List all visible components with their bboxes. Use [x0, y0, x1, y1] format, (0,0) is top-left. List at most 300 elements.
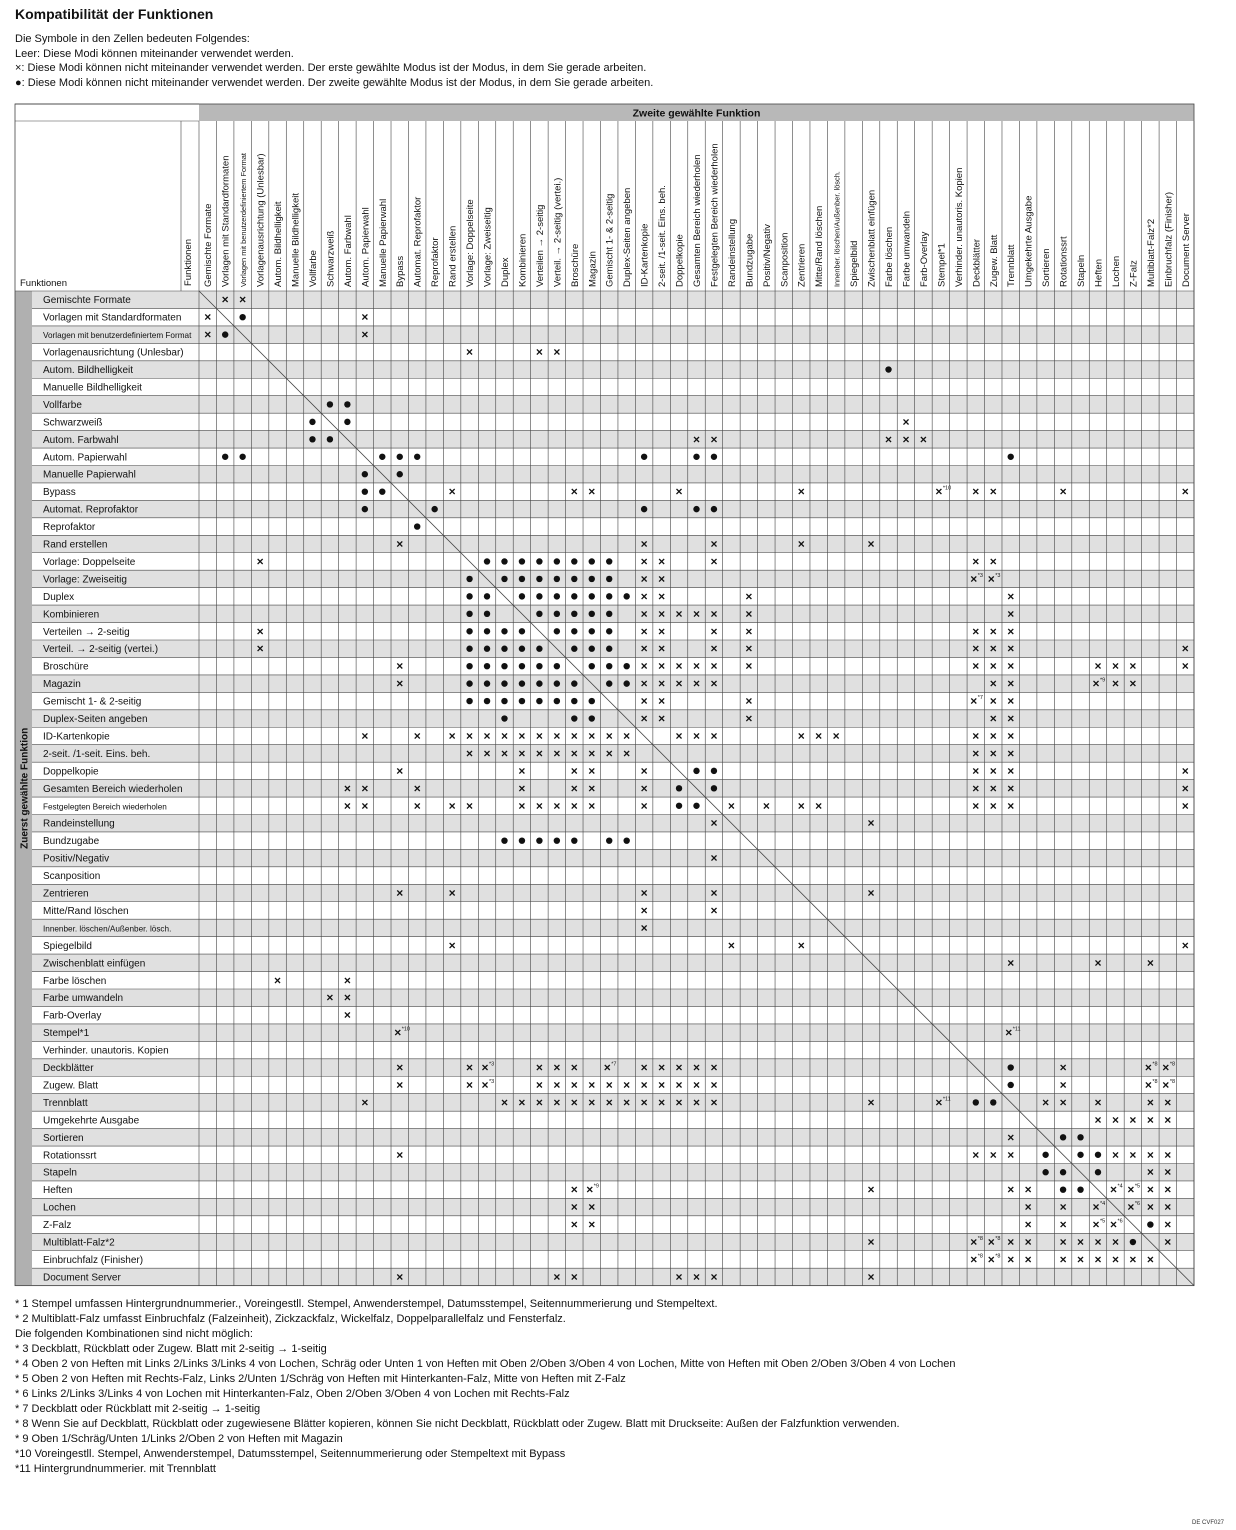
- cross-mark: ×: [745, 624, 753, 639]
- dot-mark: [693, 803, 699, 809]
- cross-mark: ×: [640, 571, 648, 586]
- footnote: * 6 Links 2/Links 3/Links 4 von Lochen mit Hinterkanten-Falz, Oben 2/Oben 3/Oben 4 von Lochen mit Rechts-Falz: [15, 1388, 570, 1400]
- cross-mark: ×: [448, 938, 456, 953]
- cross-mark: ×: [640, 1077, 648, 1092]
- cross-mark: ×: [553, 1077, 561, 1092]
- dot-mark: [676, 803, 682, 809]
- column-header: Manuelle Bildhelligkeit: [290, 193, 302, 287]
- dot-mark: [466, 698, 472, 704]
- cross-mark: ×: [692, 606, 701, 621]
- dot-mark: [571, 715, 577, 721]
- footnote-ref: *8: [1169, 1078, 1176, 1085]
- cross-mark: ×: [1024, 1200, 1032, 1215]
- cross-mark: ×: [658, 606, 666, 621]
- cross-mark: ×: [396, 537, 404, 552]
- cross-mark: ×: [902, 432, 910, 447]
- cross-mark: ×: [1042, 1095, 1050, 1110]
- dot-mark: [309, 419, 315, 425]
- dot-mark: [536, 698, 542, 704]
- dot-mark: [536, 837, 542, 843]
- dot-mark: [641, 506, 647, 512]
- cross-mark: ×: [586, 1182, 594, 1197]
- cross-mark: ×: [1164, 1200, 1172, 1215]
- cross-mark: ×: [535, 728, 543, 743]
- dot-mark: [519, 558, 525, 564]
- cross-mark: ×: [989, 641, 997, 656]
- column-header: Umgekehrte Ausgabe: [1023, 195, 1035, 287]
- cross-mark: ×: [361, 310, 369, 325]
- cross-mark: ×: [745, 606, 753, 621]
- dot-mark: [885, 366, 891, 372]
- dot-mark: [554, 837, 560, 843]
- dot-mark: [571, 611, 577, 617]
- cross-mark: ×: [396, 1060, 404, 1075]
- footnote: * 2 Multiblatt-Falz umfasst Einbruchfalz (Falzeinheit), Zickzackfalz, Wickelfalz, Doppelparallelfalz und Fensterfalz.: [15, 1313, 566, 1325]
- cross-mark: ×: [885, 432, 893, 447]
- cross-mark: ×: [710, 432, 718, 447]
- cross-mark: ×: [1129, 1112, 1137, 1127]
- dot-mark: [327, 401, 333, 407]
- dot-mark: [501, 663, 507, 669]
- dot-mark: [466, 576, 472, 582]
- cross-mark: ×: [1007, 1182, 1015, 1197]
- cross-mark: ×: [1007, 728, 1015, 743]
- cross-mark: ×: [658, 624, 666, 639]
- column-header: Vorlage: Zweiseitig: [482, 207, 494, 287]
- cross-mark: ×: [448, 798, 456, 813]
- footnote-ref: *5: [1099, 1218, 1106, 1225]
- row-label: Farb-Overlay: [43, 1010, 102, 1022]
- cross-mark: ×: [1077, 1252, 1085, 1267]
- footnote: * 9 Oben 1/Schräg/Unten 1/Links 2/Oben 2 von Heften mit Magazin: [15, 1433, 343, 1445]
- dot-mark: [362, 488, 368, 494]
- column-header: Heften: [1093, 259, 1105, 287]
- column-header: Doppelkopie: [674, 234, 686, 287]
- cross-mark: ×: [640, 903, 648, 918]
- cross-mark: ×: [989, 484, 997, 499]
- corner-column-label: Funktionen: [183, 238, 194, 286]
- cross-mark: ×: [1007, 641, 1015, 656]
- cross-mark: ×: [603, 1060, 611, 1075]
- cross-mark: ×: [570, 484, 578, 499]
- cross-mark: ×: [987, 1235, 995, 1250]
- cross-mark: ×: [675, 1077, 683, 1092]
- row-label: Lochen: [43, 1202, 76, 1214]
- cross-mark: ×: [466, 798, 474, 813]
- cross-mark: ×: [710, 1060, 718, 1075]
- cross-mark: ×: [710, 728, 718, 743]
- column-header: Z-Falz: [1128, 260, 1140, 287]
- cross-mark: ×: [989, 781, 997, 796]
- dot-mark: [501, 837, 507, 843]
- cross-mark: ×: [1111, 1112, 1119, 1127]
- dot-mark: [571, 576, 577, 582]
- cross-mark: ×: [692, 432, 701, 447]
- cross-mark: ×: [483, 746, 491, 761]
- cross-mark: ×: [1059, 1217, 1067, 1232]
- row-label: Vollfarbe: [43, 399, 82, 411]
- row-label: Vorlage: Zweiseitig: [43, 574, 127, 586]
- cross-mark: ×: [623, 1095, 631, 1110]
- cross-mark: ×: [396, 676, 404, 691]
- cross-mark: ×: [394, 1025, 402, 1040]
- cross-mark: ×: [570, 1182, 578, 1197]
- dot-mark: [536, 663, 542, 669]
- dot-mark: [501, 576, 507, 582]
- footnote: * 1 Stempel umfassen Hintergrundnummerier., Voreingestll. Stempel, Anwenderstempel, Datumsstempel, Seitennummerierung und Stempeltext.: [15, 1298, 718, 1310]
- cross-mark: ×: [256, 641, 264, 656]
- cross-mark: ×: [710, 851, 718, 866]
- cross-mark: ×: [640, 1060, 648, 1075]
- cross-mark: ×: [1146, 1200, 1154, 1215]
- dot-mark: [501, 698, 507, 704]
- second-function-header: Zweite gewählte Funktion: [632, 107, 761, 120]
- cross-mark: ×: [1024, 1217, 1032, 1232]
- dot-mark: [571, 558, 577, 564]
- cross-mark: ×: [1129, 1252, 1137, 1267]
- cross-mark: ×: [867, 1235, 875, 1250]
- cross-mark: ×: [970, 1252, 978, 1267]
- dot-mark: [554, 611, 560, 617]
- cross-mark: ×: [553, 345, 561, 360]
- document-code: DE CVF027: [1191, 1520, 1224, 1526]
- dot-mark: [1095, 1152, 1101, 1158]
- cross-mark: ×: [570, 1200, 578, 1215]
- cross-mark: ×: [640, 554, 648, 569]
- dot-mark: [431, 506, 437, 512]
- dot-mark: [536, 593, 542, 599]
- dot-mark: [1008, 1082, 1014, 1088]
- cross-mark: ×: [535, 1060, 543, 1075]
- cross-mark: ×: [361, 327, 369, 342]
- cross-mark: ×: [1146, 1252, 1154, 1267]
- column-header: Gemischt 1- & 2-seitig: [604, 193, 616, 287]
- dot-mark: [466, 628, 472, 634]
- cross-mark: ×: [989, 676, 997, 691]
- dot-mark: [606, 576, 612, 582]
- cross-mark: ×: [692, 659, 701, 674]
- dot-mark: [571, 646, 577, 652]
- row-label: Stapeln: [43, 1167, 77, 1179]
- cross-mark: ×: [1181, 938, 1189, 953]
- row-label: Gemischte Formate: [43, 295, 131, 307]
- dot-mark: [1077, 1134, 1083, 1140]
- row-label: Schwarzweiß: [43, 417, 103, 429]
- dot-mark: [379, 454, 385, 460]
- cross-mark: ×: [1181, 763, 1189, 778]
- dot-mark: [693, 454, 699, 460]
- row-label: Automat. Reprofaktor: [43, 504, 139, 516]
- cross-mark: ×: [1094, 659, 1102, 674]
- cross-mark: ×: [1146, 1165, 1154, 1180]
- cross-mark: ×: [972, 554, 980, 569]
- dot-mark: [466, 663, 472, 669]
- cross-mark: ×: [919, 432, 927, 447]
- column-header: Verteilen → 2-seitig: [534, 204, 546, 287]
- cross-mark: ×: [640, 641, 648, 656]
- cross-mark: ×: [570, 1217, 578, 1232]
- cross-mark: ×: [588, 1077, 596, 1092]
- column-header: Spiegelbild: [849, 240, 861, 287]
- footnote-ref: *8: [995, 1253, 1001, 1260]
- cross-mark: ×: [1111, 659, 1119, 674]
- dot-mark: [1008, 1064, 1014, 1070]
- cross-mark: ×: [970, 571, 978, 586]
- footnotes: [15, 1297, 955, 1477]
- cross-mark: ×: [535, 798, 543, 813]
- dot-mark: [711, 506, 717, 512]
- dot-mark: [554, 698, 560, 704]
- cross-mark: ×: [1127, 1182, 1135, 1197]
- cross-mark: ×: [1007, 955, 1015, 970]
- cross-mark: ×: [343, 781, 351, 796]
- row-label: Farbe umwandeln: [43, 993, 124, 1005]
- cross-mark: ×: [658, 711, 666, 726]
- cross-mark: ×: [1007, 694, 1015, 709]
- cross-mark: ×: [1127, 1200, 1135, 1215]
- dot-mark: [554, 663, 560, 669]
- cross-mark: ×: [675, 606, 683, 621]
- dot-mark: [239, 454, 245, 460]
- cross-mark: ×: [1024, 1252, 1032, 1267]
- cross-mark: ×: [1164, 1147, 1172, 1162]
- cross-mark: ×: [987, 1252, 995, 1267]
- legend-cross: ×: Diese Modi können nicht miteinander verwendet werden. Der erste gewählte Modus ist der Modus, in dem Sie gerade arbeiten.: [15, 62, 647, 74]
- cross-mark: ×: [989, 728, 997, 743]
- footnote-ref: *11: [1012, 1026, 1021, 1033]
- row-label: Einbruchfalz (Finisher): [43, 1254, 144, 1266]
- column-header: Autom. Farbwahl: [342, 215, 354, 287]
- cross-mark: ×: [1007, 781, 1015, 796]
- cross-mark: ×: [204, 327, 212, 342]
- cross-mark: ×: [1146, 1147, 1154, 1162]
- footnote-ref: *8: [1152, 1078, 1158, 1085]
- cross-mark: ×: [1164, 1182, 1172, 1197]
- dot-mark: [519, 628, 525, 634]
- dot-mark: [554, 558, 560, 564]
- cross-mark: ×: [1094, 1235, 1102, 1250]
- dot-mark: [623, 663, 629, 669]
- cross-mark: ×: [710, 606, 718, 621]
- dot-mark: [589, 663, 595, 669]
- cross-mark: ×: [518, 798, 526, 813]
- column-header: Automat. Reprofaktor: [412, 196, 424, 287]
- row-label: Gesamten Bereich wiederholen: [43, 783, 183, 795]
- footnote-ref: *11: [942, 1096, 951, 1103]
- cross-mark: ×: [675, 1269, 683, 1284]
- dot-mark: [519, 680, 525, 686]
- row-label: Farbe löschen: [43, 975, 107, 987]
- column-header: Farbe umwandeln: [901, 210, 913, 287]
- cross-mark: ×: [658, 1095, 666, 1110]
- cross-mark: ×: [640, 659, 648, 674]
- column-header: Zugew. Blatt: [988, 234, 1000, 287]
- cross-mark: ×: [256, 624, 264, 639]
- cross-mark: ×: [989, 798, 997, 813]
- cross-mark: ×: [1059, 1060, 1067, 1075]
- column-header: Deckblätter: [971, 238, 983, 287]
- cross-mark: ×: [989, 554, 997, 569]
- cross-mark: ×: [1181, 641, 1189, 656]
- cross-mark: ×: [1059, 484, 1067, 499]
- cross-mark: ×: [1164, 1112, 1172, 1127]
- cross-mark: ×: [1077, 1235, 1085, 1250]
- footnote-ref: *9: [1099, 677, 1106, 684]
- row-label: Randeinstellung: [43, 818, 115, 830]
- cross-mark: ×: [710, 816, 718, 831]
- cross-mark: ×: [658, 1060, 666, 1075]
- dot-mark: [589, 611, 595, 617]
- cross-mark: ×: [1111, 1147, 1119, 1162]
- footnote: * 5 Oben 2 von Heften mit Rechts-Falz, Links 2/Unten 1/Schräg von Heften mit Hinterkanten-Falz, Mitte von Heften mit Z-Falz: [15, 1373, 626, 1385]
- dot-mark: [1095, 1169, 1101, 1175]
- dot-mark: [554, 593, 560, 599]
- cross-mark: ×: [500, 746, 508, 761]
- cross-mark: ×: [1129, 659, 1137, 674]
- dot-mark: [222, 331, 228, 337]
- dot-mark: [589, 593, 595, 599]
- dot-mark: [536, 576, 542, 582]
- dot-mark: [1147, 1221, 1153, 1227]
- cross-mark: ×: [274, 973, 282, 988]
- dot-mark: [676, 785, 682, 791]
- row-label: Innenber. löschen/Außenber. lösch.: [43, 924, 172, 934]
- cross-mark: ×: [588, 484, 596, 499]
- cross-mark: ×: [867, 886, 875, 901]
- cross-mark: ×: [1092, 1217, 1100, 1232]
- cross-mark: ×: [1007, 1252, 1015, 1267]
- cross-mark: ×: [867, 1095, 875, 1110]
- dot-mark: [362, 471, 368, 477]
- footnote-ref: *10: [401, 1026, 411, 1033]
- footnote: * 4 Oben 2 von Heften mit Links 2/Links 3/Links 4 von Lochen, Schräg oder Unten 1 von Heften mit Oben 2/Oben 3/Oben 4 von Lochen, Mitte von Heften mit Oben 2/Oben 3/Oben 4 von Lochen: [15, 1358, 956, 1370]
- column-header: Scanposition: [779, 232, 791, 287]
- dot-mark: [466, 611, 472, 617]
- footnote-ref: *4: [1117, 1183, 1123, 1190]
- cross-mark: ×: [1092, 1200, 1100, 1215]
- cross-mark: ×: [972, 659, 980, 674]
- column-header: Bundzugabe: [744, 233, 756, 287]
- cross-mark: ×: [640, 624, 648, 639]
- dot-mark: [501, 628, 507, 634]
- cross-mark: ×: [692, 1095, 701, 1110]
- cross-mark: ×: [256, 554, 264, 569]
- cross-mark: ×: [727, 798, 735, 813]
- footnote-ref: *7: [977, 695, 984, 702]
- cross-mark: ×: [588, 1095, 596, 1110]
- cross-mark: ×: [692, 1077, 701, 1092]
- row-label: Deckblätter: [43, 1063, 94, 1075]
- dot-mark: [693, 506, 699, 512]
- cross-mark: ×: [727, 938, 735, 953]
- column-header: Stempel*1: [936, 243, 948, 287]
- dot-mark: [484, 628, 490, 634]
- cross-mark: ×: [396, 1147, 404, 1162]
- dot-mark: [501, 558, 507, 564]
- cross-mark: ×: [1146, 1182, 1154, 1197]
- cross-mark: ×: [797, 484, 805, 499]
- dot-mark: [711, 454, 717, 460]
- dot-mark: [623, 837, 629, 843]
- column-header: Duplex: [499, 257, 511, 287]
- cross-mark: ×: [745, 711, 753, 726]
- cross-mark: ×: [535, 1095, 543, 1110]
- cross-mark: ×: [413, 798, 421, 813]
- dot-mark: [1060, 1186, 1066, 1192]
- cross-mark: ×: [815, 728, 823, 743]
- cross-mark: ×: [605, 746, 613, 761]
- cross-mark: ×: [1092, 676, 1100, 691]
- cross-mark: ×: [1181, 798, 1189, 813]
- cross-mark: ×: [1181, 659, 1189, 674]
- cross-mark: ×: [658, 676, 666, 691]
- cross-mark: ×: [1059, 1200, 1067, 1215]
- cross-mark: ×: [867, 816, 875, 831]
- footnote-ref: *8: [1169, 1061, 1176, 1068]
- cross-mark: ×: [413, 781, 421, 796]
- column-header: Kombinieren: [517, 233, 529, 287]
- footnote: * 8 Wenn Sie auf Deckblatt, Rückblatt oder zugewiesene Blätter kopieren, können Sie nicht Deckblatt, Rückblatt oder Zugew. Blatt mit Druckseite: Außen der Falzfunktion verwenden.: [15, 1418, 900, 1430]
- dot-mark: [641, 454, 647, 460]
- cross-mark: ×: [1007, 606, 1015, 621]
- row-label: Stempel*1: [43, 1028, 90, 1040]
- cross-mark: ×: [710, 903, 718, 918]
- cross-mark: ×: [605, 1077, 613, 1092]
- row-label: Gemischt 1- & 2-seitig: [43, 696, 142, 708]
- column-header: Rotationssrt: [1058, 236, 1070, 287]
- cross-mark: ×: [1007, 676, 1015, 691]
- dot-mark: [519, 593, 525, 599]
- column-header: Bypass: [395, 255, 407, 287]
- row-label: Spiegelbild: [43, 940, 92, 952]
- cross-mark: ×: [500, 728, 508, 743]
- cross-mark: ×: [343, 1008, 351, 1023]
- cross-mark: ×: [745, 659, 753, 674]
- cross-mark: ×: [972, 484, 980, 499]
- cross-mark: ×: [553, 746, 561, 761]
- row-label: Z-Falz: [43, 1220, 72, 1232]
- footnote-ref: *6: [1117, 1218, 1123, 1225]
- column-header: Vorlage: Doppelseite: [465, 199, 477, 287]
- footnote-ref: *8: [1152, 1061, 1158, 1068]
- dot-mark: [571, 680, 577, 686]
- column-header: Lochen: [1110, 255, 1122, 287]
- cross-mark: ×: [1146, 1112, 1154, 1127]
- dot-mark: [571, 628, 577, 634]
- cross-mark: ×: [658, 694, 666, 709]
- cross-mark: ×: [448, 886, 456, 901]
- cross-mark: ×: [675, 659, 683, 674]
- row-label: Rotationssrt: [43, 1150, 97, 1162]
- dot-mark: [344, 419, 350, 425]
- column-header: Stapeln: [1076, 254, 1088, 287]
- footnote-ref: *7: [611, 1061, 617, 1068]
- dot-mark: [484, 646, 490, 652]
- cross-mark: ×: [448, 484, 456, 499]
- row-label: Bypass: [43, 487, 76, 499]
- column-header: ID-Kartenkopie: [639, 223, 651, 287]
- column-header: Multiblatt-Falz*2: [1145, 218, 1157, 287]
- cross-mark: ×: [640, 676, 648, 691]
- dot-mark: [466, 646, 472, 652]
- dot-mark: [1130, 1239, 1136, 1245]
- cross-mark: ×: [535, 1077, 543, 1092]
- column-header: Schwarzweiß: [325, 230, 337, 287]
- dot-mark: [711, 768, 717, 774]
- cross-mark: ×: [1059, 1095, 1067, 1110]
- cross-mark: ×: [361, 781, 369, 796]
- cross-mark: ×: [797, 728, 805, 743]
